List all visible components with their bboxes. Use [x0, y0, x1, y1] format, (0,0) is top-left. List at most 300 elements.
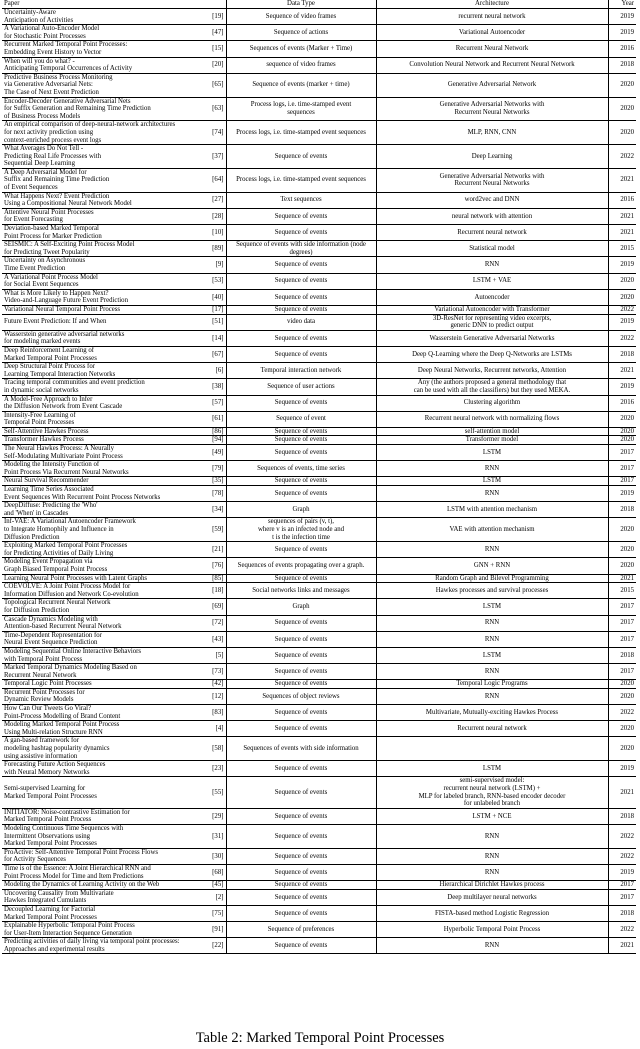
table-row: [2, 25, 636, 41]
header-year: Year: [608, 0, 636, 9]
data-type-cell: Sequence of user actions: [226, 379, 376, 395]
data-type-cell: Process logs, i.e. time-stamped event sequences: [226, 121, 376, 145]
table-row: [2, 436, 636, 445]
architecture-cell: Deep Q-Learning where the Deep Q-Networks are LSTMs: [376, 346, 608, 362]
table-row: [2, 445, 636, 461]
year-cell: 2016: [620, 45, 634, 53]
citation-cell: [49]: [202, 445, 226, 461]
architecture-cell: Recurrent neural network with normalizing flows: [376, 411, 608, 427]
year-cell: 2019: [620, 765, 634, 773]
paper-title-cell: Explainable Hyperbolic Temporal Point Process for User-Item Interaction Sequence Generation: [4, 922, 135, 937]
data-type-cell: Sequence of events: [226, 680, 376, 689]
architecture-cell: word2vec and DNN: [376, 192, 608, 208]
citation-cell: [14]: [202, 330, 226, 346]
year-cell: 2015: [620, 245, 634, 253]
table-row: [2, 542, 636, 558]
citation-cell: [91]: [202, 922, 226, 938]
year-cell: 2020: [620, 128, 634, 136]
architecture-cell: Generative Adversarial Network: [376, 73, 608, 97]
paper-title-cell: What Averages Do Not Tell - Predicting Real Life Processes with Sequential Deep Learning: [4, 145, 102, 168]
year-cell: 2016: [620, 399, 634, 407]
data-type-cell: Process logs, i.e. time-stamped event sequences: [226, 97, 376, 121]
citation-cell: [19]: [202, 9, 226, 25]
paper-title-cell: A Model-Free Approach to Infer the Diffusion Network from Event Cascade: [4, 395, 123, 411]
paper-title-cell: A Variational Point Process Model for Social Event Sequences: [4, 273, 98, 289]
citation-cell: [89]: [202, 241, 226, 257]
citation-cell: [35]: [202, 477, 226, 486]
data-type-cell: Sequence of events: [226, 889, 376, 905]
citation-cell: [29]: [202, 808, 226, 824]
citation-cell: [61]: [202, 411, 226, 427]
citation-cell: [10]: [202, 225, 226, 241]
paper-title-cell: Recurrent Marked Temporal Point Processes: Embedding Event History to Vector: [4, 41, 128, 56]
data-type-cell: Sequence of events: [226, 631, 376, 647]
citation-cell: [43]: [202, 631, 226, 647]
table-row: [2, 631, 636, 647]
citation-cell: [86]: [202, 427, 226, 436]
table-row: [2, 777, 636, 808]
architecture-cell: VAE with attention mechanism: [376, 518, 608, 542]
data-type-cell: Sequence of events: [226, 761, 376, 777]
architecture-cell: Deep Learning: [376, 145, 608, 169]
year-cell: 2017: [620, 465, 634, 473]
table-row: [2, 241, 636, 257]
table-row: [2, 208, 636, 224]
data-type-cell: Sequence of actions: [226, 25, 376, 41]
table-row: [2, 225, 636, 241]
citation-cell: [47]: [202, 25, 226, 41]
data-type-cell: Sequence of events: [226, 346, 376, 362]
architecture-cell: Transformer model: [376, 436, 608, 445]
table-row: [2, 330, 636, 346]
architecture-cell: [376, 737, 608, 761]
data-type-cell: Sequence of events: [226, 273, 376, 289]
mtpp-table: [2, 0, 636, 954]
table-caption: Table 2: Marked Temporal Point Processes: [195, 1030, 445, 1046]
paper-title-cell: Neural Survival Recommender: [4, 477, 89, 485]
data-type-cell: Sequence of events: [226, 330, 376, 346]
year-cell: 2020: [620, 415, 634, 423]
citation-cell: [6]: [202, 363, 226, 379]
citation-cell: [59]: [202, 518, 226, 542]
architecture-cell: semi-supervised model: recurrent neural network (LSTM) + MLP for labeled branch, RNN-based encoder decoder for unlabeled branch: [376, 777, 608, 808]
year-cell: 2022: [620, 152, 634, 160]
paper-title-cell: Predictive Business Process Monitoring via Generative Adversarial Nets: The Case of Next Event Prediction: [4, 73, 113, 96]
table-row: [2, 905, 636, 921]
architecture-cell: Temporal Logic Programs: [376, 680, 608, 689]
year-cell: 2022: [620, 925, 634, 933]
data-type-cell: Sequence of events: [226, 848, 376, 864]
data-type-cell: Sequences of events, time series: [226, 461, 376, 477]
year-cell: 2019: [620, 12, 634, 20]
table-row: [2, 615, 636, 631]
paper-title-cell: Decoupled Learning for Factorial Marked Temporal Point Processes: [4, 905, 97, 921]
data-type-cell: Sequences of events propagating over a graph.: [226, 558, 376, 574]
citation-cell: [5]: [202, 647, 226, 663]
year-cell: 2021: [620, 212, 634, 220]
paper-title-cell: Semi-supervised Learning for Marked Temporal Point Processes: [4, 785, 97, 800]
table-row: [2, 477, 636, 486]
citation-cell: [76]: [202, 558, 226, 574]
data-type-cell: sequences of pairs (v, t), where v is an infected node and t is the infection time: [226, 518, 376, 542]
citation-cell: [57]: [202, 395, 226, 411]
year-cell: 2019: [620, 868, 634, 876]
paper-title-cell: Uncertainty-Aware Anticipation of Activities: [4, 9, 74, 24]
architecture-cell: RNN: [376, 848, 608, 864]
architecture-cell: Deep multilayer neural networks: [376, 889, 608, 905]
architecture-cell: RNN: [376, 664, 608, 680]
architecture-cell: Generative Adversarial Networks with Recurrent Neural Networks: [376, 97, 608, 121]
data-type-cell: Sequence of events: [226, 647, 376, 663]
table-row: [2, 737, 636, 761]
architecture-cell: Recurrent neural network: [376, 225, 608, 241]
paper-title-cell: Tracing temporal communities and event prediction in dynamic social networks: [4, 379, 145, 394]
data-type-cell: Sequence of events: [226, 145, 376, 169]
table-row: [2, 486, 636, 502]
paper-title-cell: Attentive Neural Point Processes for Event Forecasting: [4, 208, 94, 224]
citation-cell: [79]: [202, 461, 226, 477]
data-type-cell: Process logs, i.e. time-stamped event sequences: [226, 168, 376, 192]
paper-title-cell: Modeling Continuous Time Sequences with Intermittent Observations using Marked Temporal Point Processes: [4, 824, 124, 848]
table-row: [2, 346, 636, 362]
architecture-cell: Random Graph and Bilevel Programming: [376, 574, 608, 583]
data-type-cell: Social networks links and messages: [226, 583, 376, 599]
year-cell: 2020: [620, 680, 634, 688]
citation-cell: [2]: [202, 889, 226, 905]
architecture-cell: Deep Neural Networks, Recurrent networks, Attention: [376, 363, 608, 379]
paper-title-cell: A Deep Adversarial Model for Suffix and Remaining Time Prediction of Event Sequences: [4, 168, 110, 192]
citation-cell: [40]: [202, 289, 226, 305]
year-cell: 2018: [620, 350, 634, 358]
data-type-cell: video data: [226, 314, 376, 330]
data-type-cell: Sequence of events: [226, 436, 376, 445]
year-cell: 2018: [620, 61, 634, 69]
year-cell: 2017: [620, 893, 634, 901]
architecture-cell: RNN: [376, 824, 608, 848]
paper-title-cell: Uncovering Causality from Multivariate Hawkes Integrated Cumulants: [4, 889, 114, 905]
year-cell: 2020: [620, 692, 634, 700]
citation-cell: [78]: [202, 486, 226, 502]
table-row: [2, 864, 636, 880]
architecture-cell: LSTM with attention mechanism: [376, 502, 608, 518]
citation-cell: [65]: [202, 73, 226, 97]
data-type-cell: Graph: [226, 599, 376, 615]
table-row: [2, 461, 636, 477]
table-row: [2, 808, 636, 824]
architecture-cell: Statistical model: [376, 241, 608, 257]
table-row: [2, 289, 636, 305]
architecture-cell: Hawkes processes and survival processes: [376, 583, 608, 599]
year-cell: 2020: [620, 105, 634, 113]
paper-title-cell: Wasserstein generative adversarial networks for modeling marked events: [4, 330, 125, 346]
citation-cell: [73]: [202, 664, 226, 680]
table-row: [2, 273, 636, 289]
table-row: [2, 889, 636, 905]
architecture-cell: LSTM + VAE: [376, 273, 608, 289]
citation-cell: [34]: [202, 502, 226, 518]
architecture-cell: LSTM: [376, 477, 608, 486]
paper-title-cell: Time is of the Essence: A Joint Hierarchical RNN and Point Process Model for Time and Item Predictions: [4, 864, 151, 880]
citation-cell: [28]: [202, 208, 226, 224]
year-cell: 2017: [620, 881, 634, 889]
architecture-cell: FISTA-based method Logistic Regression: [376, 905, 608, 921]
paper-title-cell: Topological Recurrent Neural Network for Diffusion Prediction: [4, 599, 111, 614]
table-body: [2, 9, 636, 954]
year-cell: 2022: [620, 305, 634, 313]
architecture-cell: RNN: [376, 257, 608, 273]
header-paper: Paper: [2, 0, 202, 9]
year-cell: 2021: [620, 942, 634, 950]
paper-title-cell: How Can Our Tweets Go Viral? Point-Process Modelling of Brand Content: [4, 705, 121, 720]
paper-title-cell: Encoder-Decoder Generative Adversarial Nets for Suffix Generation and Remaining Time Prediction of Business Process Models: [4, 97, 151, 120]
year-cell: 2016: [620, 196, 634, 204]
data-type-cell: Sequences of events with side information: [226, 737, 376, 761]
year-cell: 2017: [620, 619, 634, 627]
data-type-cell: Sequence of events: [226, 705, 376, 721]
citation-cell: [55]: [202, 777, 226, 808]
table-row: [2, 121, 636, 145]
year-cell: 2020: [620, 526, 634, 533]
table-row: [2, 363, 636, 379]
data-type-cell: Graph: [226, 502, 376, 518]
year-cell: 2017: [620, 667, 634, 675]
citation-cell: [23]: [202, 761, 226, 777]
table-row: [2, 647, 636, 663]
architecture-cell: RNN: [376, 938, 608, 954]
data-type-cell: Sequence of events: [226, 664, 376, 680]
paper-title-cell: Inf-VAE: A Variational Autoencoder Framework to Integrate Homophily and Influence in Diffusion Prediction: [4, 518, 136, 541]
paper-title-cell: Future Event Prediction: If and When: [4, 318, 107, 326]
paper-title-cell: Modeling Marked Temporal Point Process Using Multi-relation Structure RNN: [4, 721, 120, 736]
table-row: [2, 688, 636, 704]
year-cell: 2020: [620, 725, 634, 733]
paper-title-cell: Exploiting Marked Temporal Point Processes for Predicting Activities of Daily Living: [4, 542, 128, 557]
year-cell: 2020: [620, 277, 634, 285]
header-ref: [202, 0, 226, 9]
architecture-cell: LSTM + NCE: [376, 808, 608, 824]
table-row: [2, 257, 636, 273]
paper-title-cell: Deep Structural Point Process for Learning Temporal Interaction Networks: [4, 363, 116, 378]
table-row: [2, 145, 636, 169]
paper-title-cell: Cascade Dynamics Modeling with Attention-based Recurrent Neural Network: [4, 615, 122, 631]
data-type-cell: Sequence of events: [226, 808, 376, 824]
data-type-cell: Sequence of events: [226, 289, 376, 305]
table-row: [2, 427, 636, 436]
citation-cell: [20]: [202, 57, 226, 73]
paper-title-cell: When will you do what? - Anticipating Temporal Occurrences of Activity: [4, 57, 133, 73]
year-cell: 2022: [620, 852, 634, 860]
architecture-cell: Wasserstein Generative Adversarial Networks: [376, 330, 608, 346]
citation-cell: [27]: [202, 192, 226, 208]
year-cell: 2020: [620, 436, 634, 444]
architecture-cell: LSTM: [376, 761, 608, 777]
paper-title-cell: COEVOLVE: A Joint Point Process Model for Information Diffusion and Network Co-evolution: [4, 583, 139, 598]
year-cell: 2021: [620, 574, 634, 582]
table-row: [2, 57, 636, 73]
architecture-cell: RNN: [376, 688, 608, 704]
data-type-cell: Sequence of events: [226, 305, 376, 314]
citation-cell: [74]: [202, 121, 226, 145]
data-type-cell: Temporal interaction network: [226, 363, 376, 379]
year-cell: 2017: [620, 635, 634, 643]
architecture-cell: Hierarchical Dirichlet Hawkes process: [376, 881, 608, 890]
citation-cell: [22]: [202, 938, 226, 954]
architecture-cell: LSTM: [376, 647, 608, 663]
data-type-cell: Sequence of preferences: [226, 922, 376, 938]
table-row: [2, 848, 636, 864]
data-type-cell: Sequence of events: [226, 824, 376, 848]
data-type-cell: Sequence of video frames: [226, 9, 376, 25]
year-cell: 2021: [620, 366, 634, 374]
data-type-cell: Sequence of events: [226, 225, 376, 241]
data-type-cell: Sequence of events: [226, 721, 376, 737]
table-row: [2, 558, 636, 574]
citation-cell: [72]: [202, 615, 226, 631]
table-row: [2, 97, 636, 121]
table-row: [2, 881, 636, 890]
table-row: [2, 395, 636, 411]
year-cell: 2021: [620, 176, 634, 184]
paper-title-cell: DeepDiffuse: Predicting the 'Who' and 'When' in Cascades: [4, 502, 98, 517]
data-type-cell: Sequence of events: [226, 208, 376, 224]
header-data-type: Data Type: [226, 0, 376, 9]
data-type-cell: Sequence of events: [226, 615, 376, 631]
data-type-cell: Sequence of events: [226, 395, 376, 411]
table-row: [2, 305, 636, 314]
paper-title-cell: Learning Neural Point Processes with Latent Graphs: [4, 574, 148, 582]
architecture-cell: LSTM: [376, 599, 608, 615]
data-type-cell: Sequences of events (Marker + Time): [226, 41, 376, 57]
data-type-cell: Sequence of event: [226, 411, 376, 427]
year-cell: 2015: [620, 586, 634, 594]
year-cell: 2022: [620, 832, 634, 840]
year-cell: 2021: [620, 788, 634, 796]
year-cell: 2020: [620, 81, 634, 89]
architecture-cell: RNN: [376, 461, 608, 477]
data-type-cell: Sequence of events: [226, 542, 376, 558]
data-type-cell: Sequence of events: [226, 881, 376, 890]
year-cell: 2018: [620, 506, 634, 514]
year-cell: 2020: [620, 427, 634, 435]
data-type-cell: Sequence of events with side information (node degrees): [226, 241, 376, 257]
architecture-cell: Any (the authors proposed a general methodology that can be used with all the classifiers) but they used MEKA.: [376, 379, 608, 395]
architecture-cell: neural network with attention: [376, 208, 608, 224]
architecture-cell: Recurrent Neural Network: [376, 41, 608, 57]
paper-title-cell: Marked Temporal Dynamics Modeling Based on Recurrent Neural Network: [4, 664, 137, 679]
citation-cell: [64]: [202, 168, 226, 192]
citation-cell: [30]: [202, 848, 226, 864]
table-row: [2, 761, 636, 777]
table-row: [2, 9, 636, 25]
table-row: [2, 938, 636, 954]
data-type-cell: Sequence of events: [226, 864, 376, 880]
table-row: [2, 379, 636, 395]
paper-title-cell: Self-Attentive Hawkes Process: [4, 427, 89, 435]
data-type-cell: Sequence of events: [226, 938, 376, 954]
citation-cell: [69]: [202, 599, 226, 615]
data-type-cell: sequence of video frames: [226, 57, 376, 73]
paper-title-cell: Uncertainty on Asynchronous Time Event Prediction: [4, 257, 86, 272]
citation-cell: [15]: [202, 41, 226, 57]
citation-cell: [18]: [202, 583, 226, 599]
architecture-cell: MLP, RNN, CNN: [376, 121, 608, 145]
architecture-cell: GNN + RNN: [376, 558, 608, 574]
paper-title-cell: Time-Dependent Representation for Neural Event Sequence Prediction: [4, 631, 102, 647]
year-cell: 2020: [620, 545, 634, 553]
year-cell: 2020: [620, 745, 634, 753]
paper-title-cell: Learning Time Series Associated Event Sequences With Recurrent Point Process Networks: [4, 486, 161, 501]
architecture-cell: Recurrent neural network: [376, 721, 608, 737]
architecture-cell: Autoencoder: [376, 289, 608, 305]
table-row: [2, 583, 636, 599]
paper-title-cell: INITIATOR: Noise-contrastive Estimation for Marked Temporal Point Process: [4, 808, 130, 824]
paper-title-cell: An empirical comparison of deep-neural-network architectures for next activity prediction using context-enriched process event logs: [4, 121, 176, 144]
table-row: [2, 502, 636, 518]
architecture-cell: RNN: [376, 864, 608, 880]
paper-title-cell: Modeling Event Propagation via Graph Biased Temporal Point Process: [4, 558, 108, 573]
architecture-cell: 3D-ResNet for representing video excerpts, generic DNN to predict output: [376, 314, 608, 330]
year-cell: 2022: [620, 334, 634, 342]
paper-title-cell: Variational Neural Temporal Point Process: [4, 305, 121, 313]
architecture-cell: RNN: [376, 631, 608, 647]
paper-title-cell: Transformer Hawkes Process: [4, 436, 84, 444]
data-type-cell: Sequence of events: [226, 574, 376, 583]
table-row: [2, 599, 636, 615]
data-type-cell: Sequence of events: [226, 777, 376, 808]
paper-title-cell: A Variational Auto-Encoder Model for Stochastic Point Processes: [4, 25, 100, 40]
citation-cell: [75]: [202, 905, 226, 921]
data-type-cell: Sequence of events: [226, 905, 376, 921]
citation-cell: [17]: [202, 305, 226, 314]
citation-cell: [63]: [202, 97, 226, 121]
paper-title-cell: Modeling Sequential Online Interactive Behaviors with Temporal Point Process: [4, 647, 142, 663]
citation-cell: [58]: [202, 737, 226, 761]
data-type-cell: Sequence of events: [226, 486, 376, 502]
table-header: [2, 0, 636, 9]
data-type-cell: Text sequences: [226, 192, 376, 208]
data-type-cell: Sequence of events: [226, 477, 376, 486]
citation-cell: [83]: [202, 705, 226, 721]
paper-title-cell: Forecasting Future Action Sequences with Neural Memory Networks: [4, 761, 106, 776]
architecture-cell: Generative Adversarial Networks with Recurrent Neural Networks: [376, 168, 608, 192]
table-row: [2, 664, 636, 680]
table-row: [2, 411, 636, 427]
paper-title-cell: The Neural Hawkes Process: A Neurally Self-Modulating Multivariate Point Process: [4, 445, 123, 460]
paper-title-cell: Deviation-based Marked Temporal Point Process for Marker Prediction: [4, 225, 102, 240]
table-row: [2, 922, 636, 938]
paper-title-cell: Deep Reinforcement Learning of Marked Temporal Point Processes: [4, 346, 97, 362]
paper-title-cell: Recurrent Point Processes for Dynamic Review Models: [4, 688, 85, 704]
citation-cell: [68]: [202, 864, 226, 880]
year-cell: 2017: [620, 603, 634, 611]
citation-cell: [94]: [202, 436, 226, 445]
citation-cell: [45]: [202, 881, 226, 890]
citation-cell: [38]: [202, 379, 226, 395]
table-row: [2, 574, 636, 583]
citation-cell: [53]: [202, 273, 226, 289]
year-cell: 2021: [620, 228, 634, 236]
architecture-cell: RNN: [376, 486, 608, 502]
table-row: [2, 705, 636, 721]
year-cell: 2017: [620, 477, 634, 485]
year-cell: 2020: [620, 293, 634, 301]
citation-cell: [51]: [202, 314, 226, 330]
architecture-cell: Variational Autoencoder with Transformer: [376, 305, 608, 314]
paper-title-cell: What Happens Next? Event Prediction Using a Compositional Neural Network Model: [4, 192, 132, 208]
paper-title-cell: Modeling the Intensity Function of Point Process Via Recurrent Neural Networks: [4, 461, 129, 476]
data-type-cell: Sequences of object reviews: [226, 688, 376, 704]
paper-title-cell: Predicting activities of daily living via temporal point processes: Approaches and experimental results: [4, 938, 180, 953]
